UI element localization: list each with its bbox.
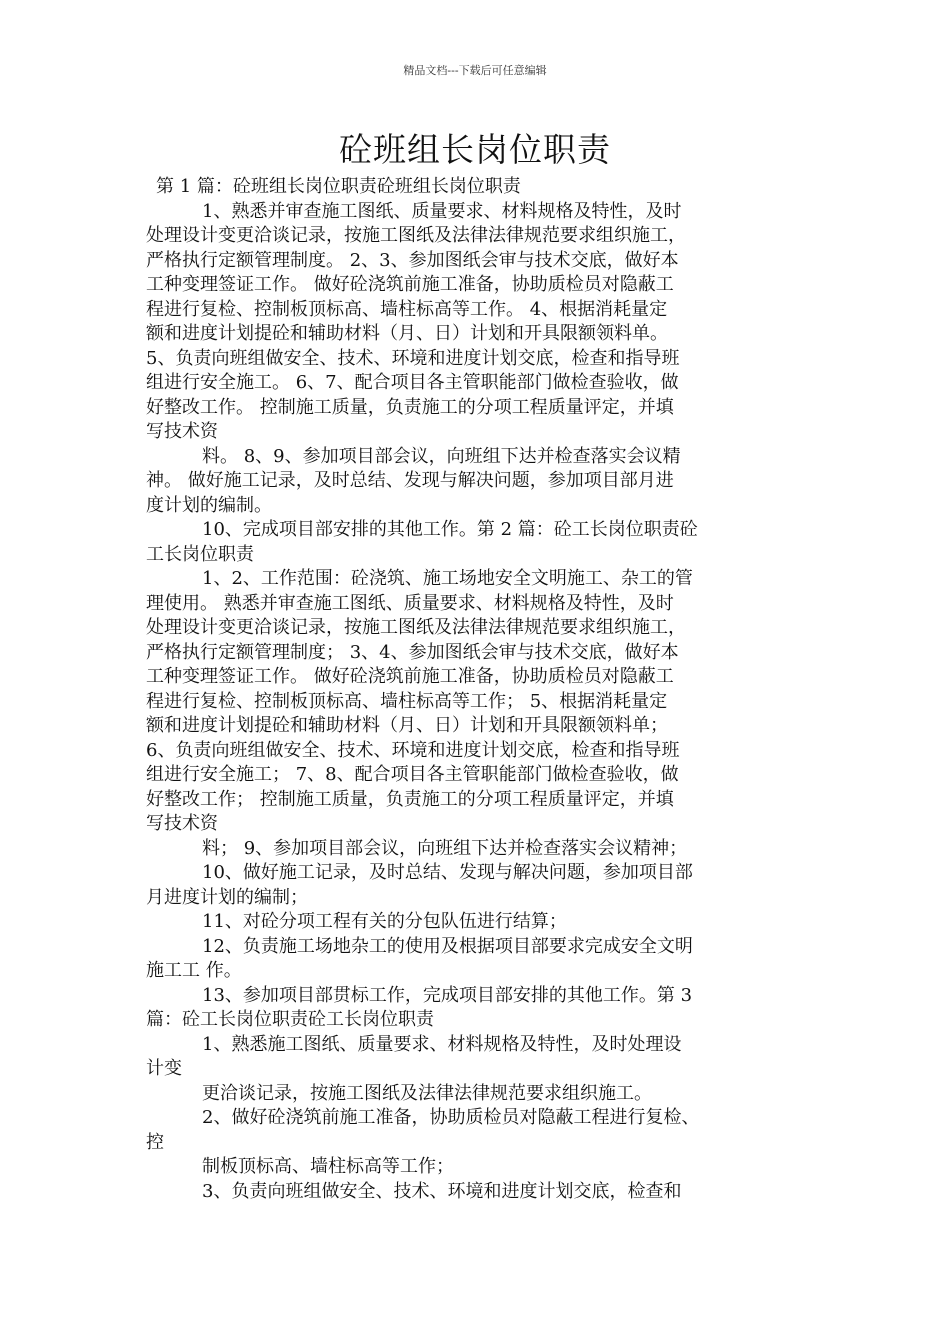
body-line: 严格执行定额管理制度。 2、3、参加图纸会审与技术交底，做好本 [146, 249, 679, 271]
body-line: 度计划的编制。 [146, 494, 272, 516]
body-line: 理使用。 熟悉并审查施工图纸、质量要求、材料规格及特性，及时 [146, 592, 674, 614]
body-line: 13、参加项目部贯标工作，完成项目部安排的其他工作。第 3 [202, 984, 693, 1006]
body-line: 施工工 作。 [146, 960, 242, 981]
body-line: 程进行复检、控制板顶标高、墙柱标高等工作； 5、根据消耗量定 [146, 690, 668, 712]
body-line: 额和进度计划提砼和辅助材料（月、日）计划和开具限额领料单。 [146, 323, 668, 344]
body-line: 6、负责向班组做安全、技术、环境和进度计划交底，检查和指导班 [146, 739, 680, 761]
body-line: 篇：砼工长岗位职责砼工长岗位职责 [146, 1009, 434, 1030]
body-line: 1、熟悉并审查施工图纸、质量要求、材料规格及特性，及时 [202, 200, 682, 222]
body-line: 10、做好施工记录，及时总结、发现与解决问题，参加项目部 [202, 862, 693, 883]
body-line: 2、做好砼浇筑前施工准备，协助质检员对隐蔽工程进行复检、 [202, 1107, 700, 1128]
body-line: 神。 做好施工记录，及时总结、发现与解决问题，参加项目部月进 [146, 470, 674, 491]
body-line: 工长岗位职责 [146, 543, 254, 565]
body-line: 5、负责向班组做安全、技术、环境和进度计划交底，检查和指导班 [146, 347, 680, 369]
body-line: 制板顶标高、墙柱标高等工作； [202, 1156, 454, 1177]
body-line: 处理设计变更洽谈记录，按施工图纸及法律法律规范要求组织施工， [146, 225, 686, 246]
body-line: 严格执行定额管理制度； 3、4、参加图纸会审与技术交底，做好本 [146, 641, 679, 663]
body-line: 料； 9、参加项目部会议，向班组下达并检查落实会议精神； [202, 837, 688, 859]
body-line: 额和进度计划提砼和辅助材料（月、日）计划和开具限额领料单； [146, 715, 668, 736]
body-line: 好整改工作； 控制施工质量，负责施工的分项工程质量评定，并填 [146, 788, 674, 810]
body-line: 1、2、工作范围：砼浇筑、施工场地安全文明施工、杂工的管 [202, 568, 693, 589]
body-line: 组进行安全施工； 7、8、配合项目各主管职能部门做检查验收，做 [146, 764, 679, 785]
body-line: 工种变理签证工作。 做好砼浇筑前施工准备，协助质检员对隐蔽工 [146, 274, 674, 295]
body-line: 1、熟悉施工图纸、质量要求、材料规格及特性，及时处理设 [202, 1033, 682, 1055]
body-line: 第 1 篇：砼班组长岗位职责砼班组长岗位职责 [156, 176, 521, 197]
page-header: 精品文档---下载后可任意编辑 [403, 64, 547, 77]
body-line: 计变 [146, 1058, 182, 1079]
body-line: 10、完成项目部安排的其他工作。第 2 篇：砼工长岗位职责砼 [202, 519, 698, 540]
body-line: 写技术资 [146, 813, 218, 834]
body-line: 更洽谈记录，按施工图纸及法律法律规范要求组织施工。 [202, 1082, 652, 1104]
body-line: 料。 8、9、参加项目部会议，向班组下达并检查落实会议精 [202, 445, 681, 467]
body-line: 程进行复检、控制板顶标高、墙柱标高等工作。 4、根据消耗量定 [146, 298, 668, 320]
body-line: 12、负责施工场地杂工的使用及根据项目部要求完成安全文明 [202, 935, 693, 957]
body-line: 好整改工作。 控制施工质量，负责施工的分项工程质量评定，并填 [146, 396, 674, 418]
document-body [146, 175, 826, 1204]
body-line: 处理设计变更洽谈记录，按施工图纸及法律法律规范要求组织施工， [146, 617, 686, 638]
body-line: 11、对砼分项工程有关的分包队伍进行结算； [202, 911, 567, 932]
body-line: 控 [146, 1131, 164, 1153]
body-line: 工种变理签证工作。 做好砼浇筑前施工准备，协助质检员对隐蔽工 [146, 666, 674, 687]
body-line: 组进行安全施工。 6、7、配合项目各主管职能部门做检查验收，做 [146, 372, 679, 393]
document-title: 砼班组长岗位职责 [339, 130, 611, 169]
body-line: 写技术资 [146, 421, 218, 442]
body-line: 月进度计划的编制； [146, 886, 308, 908]
body-line: 3、负责向班组做安全、技术、环境和进度计划交底，检查和 [202, 1180, 682, 1202]
